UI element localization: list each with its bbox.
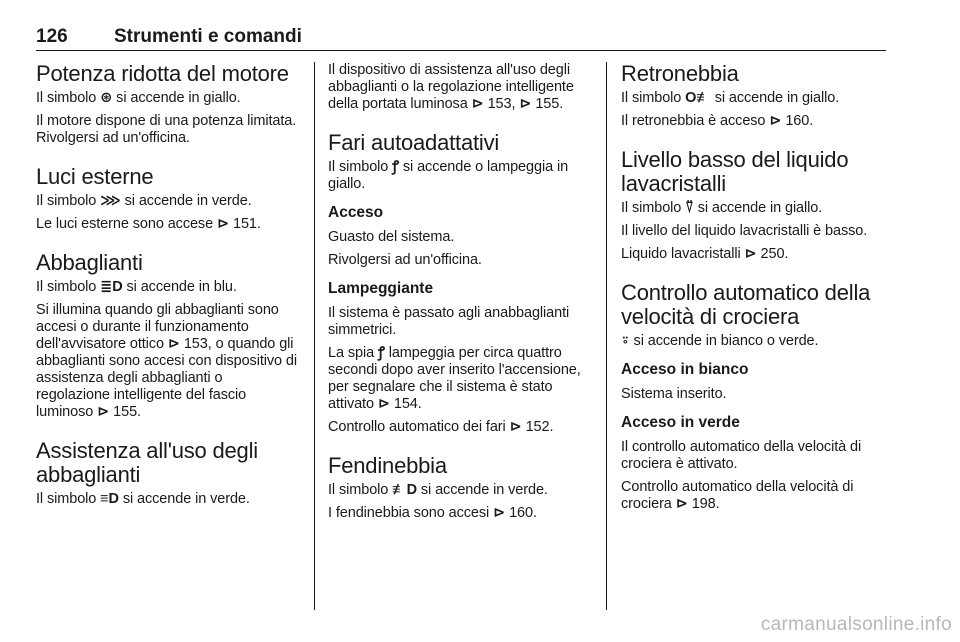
paragraph: Guasto del sistema. [328, 229, 455, 245]
page-ref-icon[interactable]: ⊳ [744, 246, 757, 262]
page-ref-icon[interactable]: ⊳ [509, 419, 522, 435]
page-header [36, 24, 886, 51]
paragraph: Il simbolo ⊛ si accende in giallo. [36, 90, 241, 106]
section-title-fendinebbia: Fendinebbia [328, 453, 447, 478]
adaptive-lights-icon: ꝭ [378, 345, 385, 361]
section-title-retronebbia: Retronebbia [621, 61, 739, 86]
column-divider [314, 62, 315, 610]
fog-light-icon: ≢D [392, 482, 417, 498]
paragraph: Il sistema è passato agli anabbaglianti simmetrici. [328, 305, 570, 338]
paragraph: Controllo automatico della velocità di crociera ⊳ 198. [621, 479, 854, 512]
cruise-control-icon: ⍤ [621, 333, 630, 349]
column-middle [328, 62, 592, 528]
section-title-lavacristalli: Livello basso del liquido lavacristalli [621, 147, 849, 196]
paragraph: Liquido lavacristalli ⊳ 250. [621, 246, 789, 262]
paragraph: Il dispositivo di assistenza all'uso degli abbaglianti o la regolazione intelligente della portata luminosa ⊳ 153, ⊳ 155. [328, 62, 574, 112]
exterior-lights-icon: ⋙ [100, 193, 121, 209]
page-ref-icon[interactable]: ⊳ [675, 496, 688, 512]
paragraph: Il motore dispone di una potenza limitata. Rivolgersi ad un'officina. [36, 113, 297, 146]
engine-power-icon: ⊛ [100, 90, 113, 106]
paragraph: Si illumina quando gli abbaglianti sono accesi o durante il funzionamento dell'avvisatore ottico ⊳ 153, o quando gli abbaglianti sono accesi con dispositivo di assistenza degli abbaglianti o regolazione intelligente del fascio luminoso ⊳ 155. [36, 302, 297, 420]
page-ref-icon[interactable]: ⊳ [471, 96, 484, 112]
subheading-acceso-bianco: Acceso in bianco [621, 361, 749, 378]
paragraph: Il retronebbia è acceso ⊳ 160. [621, 113, 814, 129]
paragraph: Controllo automatico dei fari ⊳ 152. [328, 419, 554, 435]
subheading-acceso: Acceso [328, 204, 384, 221]
paragraph: Il simbolo O≢ si accende in giallo. [621, 90, 840, 106]
section-title-luci-esterne: Luci esterne [36, 164, 154, 189]
subheading-lampeggiante: Lampeggiante [328, 280, 434, 297]
paragraph: Il livello del liquido lavacristalli è basso. [621, 223, 868, 239]
page-ref-icon[interactable]: ⊳ [769, 113, 782, 129]
paragraph: Sistema inserito. [621, 386, 727, 402]
section-title-abbaglianti: Abbaglianti [36, 250, 143, 275]
paragraph: I fendinebbia sono accesi ⊳ 160. [328, 505, 537, 521]
paragraph: Le luci esterne sono accese ⊳ 151. [36, 216, 261, 232]
column-left [36, 62, 300, 514]
paragraph: Il simbolo ≡D si accende in verde. [36, 491, 250, 507]
paragraph: Il simbolo ⋙ si accende in verde. [36, 193, 252, 209]
column-right [621, 62, 885, 519]
page-ref-icon[interactable]: ⊳ [493, 505, 506, 521]
high-beam-icon: ≣D [100, 279, 123, 295]
paragraph: La spia ꝭ lampeggia per circa quattro secondi dopo aver inserito l'accensione, per segnalare che il sistema è stato attivato ⊳ 154. [328, 345, 581, 412]
section-title-potenza: Potenza ridotta del motore [36, 61, 289, 86]
rear-fog-light-icon: O≢ [685, 90, 711, 106]
paragraph: Il simbolo ꝭ si accende o lampeggia in giallo. [328, 159, 569, 192]
page-ref-icon[interactable]: ⊳ [519, 96, 532, 112]
page-ref-icon[interactable]: ⊳ [97, 404, 110, 420]
subheading-acceso-verde: Acceso in verde [621, 414, 740, 431]
section-title-fari-autoadattativi: Fari autoadattativi [328, 130, 500, 155]
paragraph: Rivolgersi ad un'officina. [328, 252, 482, 268]
paragraph: Il controllo automatico della velocità di crociera è attivato. [621, 439, 862, 472]
paragraph: Il simbolo ⍢ si accende in giallo. [621, 200, 823, 216]
paragraph: ⍤ si accende in bianco o verde. [621, 333, 819, 349]
section-title-cruise-control: Controllo automatico della velocità di crociera [621, 280, 871, 329]
section-title-assistenza: Assistenza all'uso degli abbaglianti [36, 438, 258, 487]
paragraph: Il simbolo ≣D si accende in blu. [36, 279, 237, 295]
chapter-title: Strumenti e comandi [114, 26, 302, 47]
watermark: carmanualsonline.info [760, 614, 952, 635]
page-ref-icon[interactable]: ⊳ [377, 396, 390, 412]
page-ref-icon[interactable]: ⊳ [167, 336, 180, 352]
column-divider [606, 62, 607, 610]
page-number: 126 [36, 26, 68, 47]
page-ref-icon[interactable]: ⊳ [216, 216, 230, 232]
paragraph: Il simbolo ≢D si accende in verde. [328, 482, 548, 498]
high-beam-assist-icon: ≡D [100, 491, 119, 507]
adaptive-lights-icon: ꝭ [392, 159, 399, 175]
washer-fluid-icon: ⍢ [685, 200, 694, 216]
